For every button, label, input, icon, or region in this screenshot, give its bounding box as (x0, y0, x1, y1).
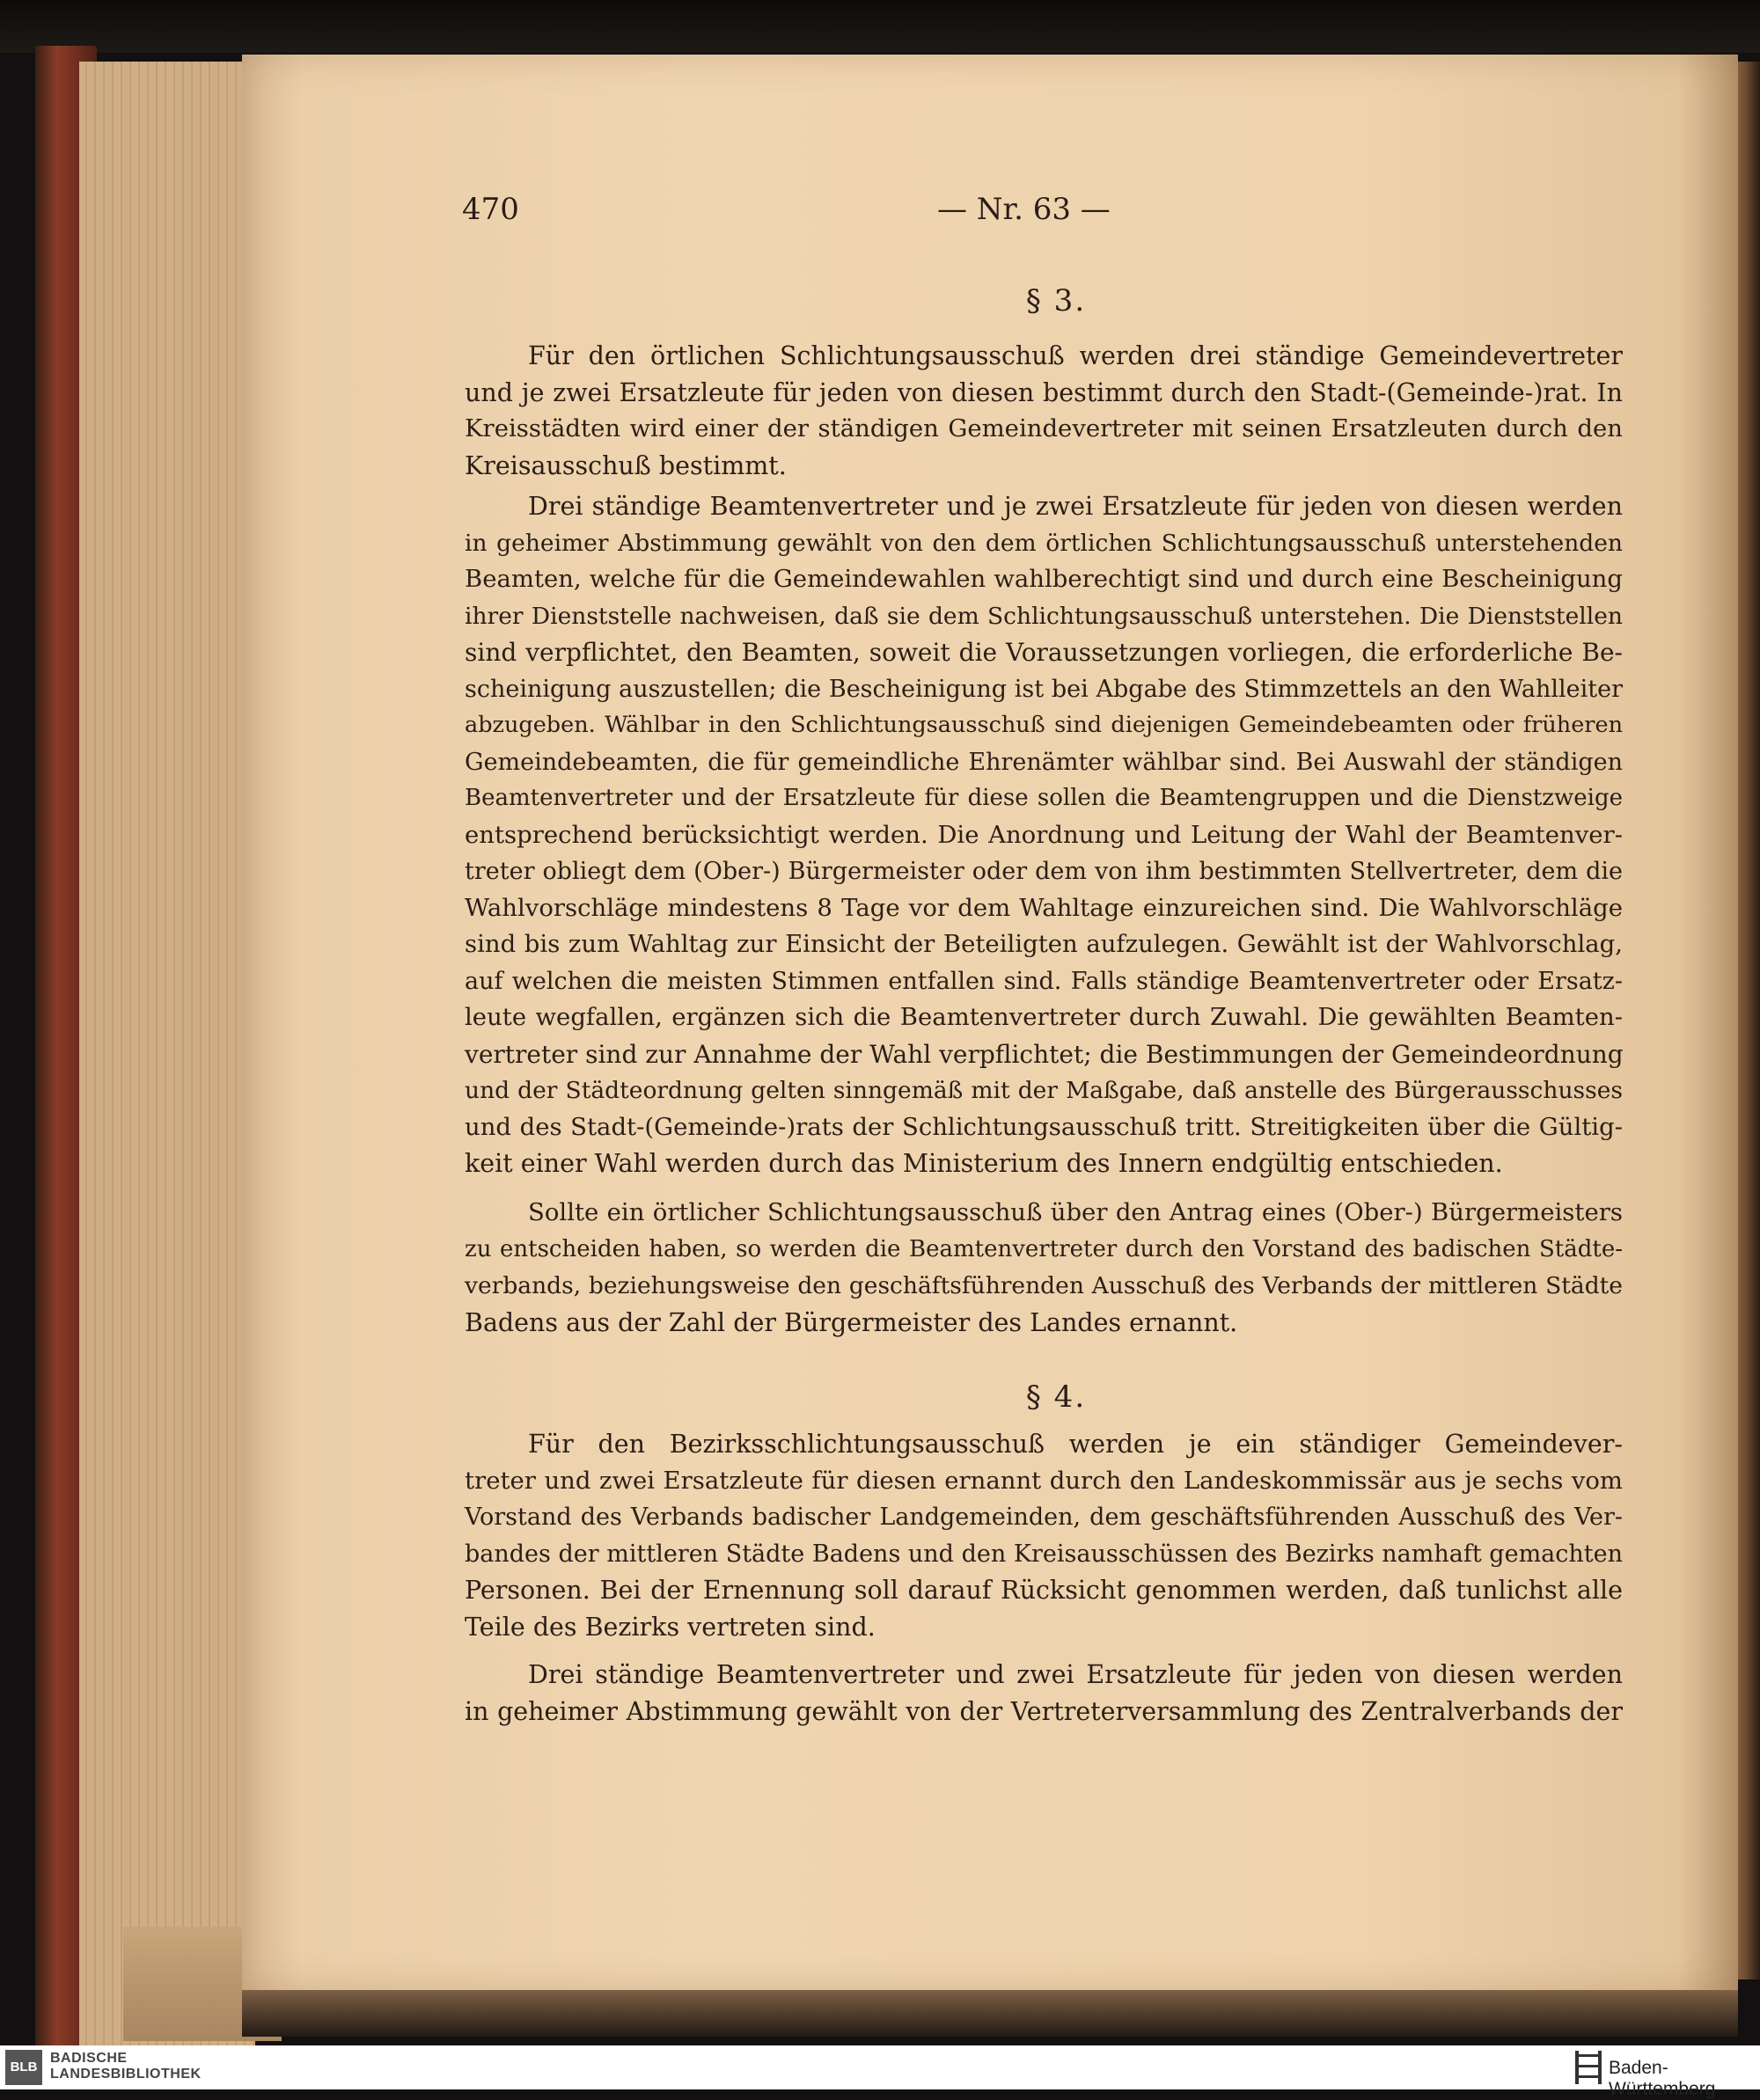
text-line: Wahlvorschläge mindestens 8 Tage vor dem Wahltage einzureichen sind. Die Wahlvorschläge (465, 893, 1623, 922)
library-name-line1: BADISCHE (50, 2051, 128, 2066)
text-line: Personen. Bei der Ernennung soll darauf Rücksicht genommen werden, daß tunlichst alle (465, 1576, 1623, 1605)
section-3-heading: § 3. (1025, 283, 1087, 318)
text-line: auf welchen die meisten Stimmen entfallen sind. Falls ständige Beamtenvertreter oder Ersatz- (465, 967, 1623, 995)
page-stack-edges (79, 62, 255, 2045)
text-line: ihrer Dienststelle nachweisen, daß sie dem Schlichtungsausschuß unterstehen. Die Dienststellen (465, 602, 1623, 630)
text-line: Kreisausschuß bestimmt. (465, 450, 787, 480)
section-4-paragraph-1 (465, 1426, 1623, 1645)
text-line: Für den örtlichen Schlichtungsausschuß werden drei ständige Gemeindevertreter (528, 341, 1623, 370)
text-line: scheinigung auszustellen; die Bescheinigung ist bei Abgabe des Stimmzettels an den Wahlleiter (465, 675, 1623, 703)
text-line: treter und zwei Ersatzleute für diesen ernannt durch den Landeskommissär aus je sechs vom (465, 1466, 1623, 1495)
text-line: Drei ständige Beamtenvertreter und je zwei Ersatzleute für jeden von diesen werden (528, 492, 1623, 521)
text-line: und je zwei Ersatzleute für jeden von diesen bestimmt durch den Stadt-(Gemeinde-)rat. In (465, 377, 1623, 407)
text-line: in geheimer Abstimmung gewählt von den dem örtlichen Schlichtungsausschuß unterstehenden (465, 529, 1623, 557)
baden-wuerttemberg-emblem-icon (1575, 2051, 1602, 2084)
text-line: abzugeben. Wählbar in den Schlichtungsausschuß sind diejenigen Gemeindebeamten oder früheren (465, 712, 1623, 738)
text-line: und des Stadt-(Gemeinde-)rats der Schlichtungsausschuß tritt. Streitigkeiten über die Gültig- (465, 1112, 1623, 1141)
text-line: Vorstand des Verbands badischer Landgemeinden, dem geschäftsführenden Ausschuß des Ver- (465, 1504, 1623, 1531)
text-line: leute wegfallen, ergänzen sich die Beamtenvertreter durch Zuwahl. Die gewählten Beamten- (465, 1003, 1623, 1031)
text-line: Kreisstädten wird einer der ständigen Gemeindevertreter mit seinen Ersatzleuten durch den (465, 414, 1623, 443)
section-3-paragraph-1 (465, 338, 1623, 484)
text-line: Drei ständige Beamtenvertreter und zwei Ersatzleute für jeden von diesen werden (528, 1660, 1623, 1689)
library-name-line2: LANDESBIBLIOTHEK (50, 2067, 202, 2082)
text-line: treter obliegt dem (Ober-) Bürgermeister oder dem von ihm bestimmten Stellvertreter, dem die (465, 858, 1623, 885)
text-line: verbands, beziehungsweise den geschäftsführenden Ausschuß des Verbands der mittleren Städte (465, 1272, 1623, 1299)
text-line: Teile des Bezirks vertreten sind. (465, 1612, 876, 1642)
text-line: in geheimer Abstimmung gewählt von der Vertreterversammlung des Zentralverbands der (465, 1696, 1623, 1726)
section-3-paragraph-2 (465, 488, 1623, 1182)
text-line: entsprechend berücksichtigt werden. Die Anordnung und Leitung der Wahl der Beamtenver- (465, 820, 1623, 849)
text-line: Beamten, welche für die Gemeindewahlen wahlberechtigt sind und durch eine Bescheinigung (465, 565, 1623, 593)
running-title: — Nr. 63 — (937, 192, 1111, 227)
text-line: vertreter sind zur Annahme der Wahl verpflichtet; die Bestimmungen der Gemeindeordnung (465, 1039, 1624, 1069)
text-line: bandes der mittleren Städte Badens und den Kreisausschüssen des Bezirks namhaft gemachten (465, 1540, 1623, 1568)
text-line: und der Städteordnung gelten sinngemäß mit der Maßgabe, daß anstelle des Bürgerausschusses (465, 1077, 1623, 1104)
section-3-paragraph-3 (465, 1195, 1623, 1341)
blb-logo[interactable]: BLB (5, 2050, 42, 2085)
text-line: Badens aus der Zahl der Bürgermeister des Landes ernannt. (465, 1307, 1238, 1337)
scan-background (0, 0, 1760, 53)
text-line: zu entscheiden haben, so werden die Beamtenvertreter durch den Vorstand des badischen Städte- (465, 1235, 1623, 1262)
text-line: Sollte ein örtlicher Schlichtungsausschuß über den Antrag eines (Ober-) Bürgermeisters (528, 1198, 1623, 1226)
text-line: Gemeindebeamten, die für gemeindliche Ehrenämter wählbar sind. Bei Auswahl der ständigen (465, 748, 1623, 776)
section-4-heading: § 4. (1025, 1379, 1087, 1415)
text-line: Beamtenvertreter und der Ersatzleute für diese sollen die Beamtengruppen und die Dienstzweige (465, 785, 1623, 811)
text-line: sind bis zum Wahltag zur Einsicht der Beteiligten aufzulegen. Gewählt ist der Wahlvorschlag, (465, 930, 1623, 958)
text-line: keit einer Wahl werden durch das Ministerium des Innern endgültig entschieden. (465, 1149, 1503, 1178)
text-line: Für den Bezirksschlichtungsausschuß werden je ein ständiger Gemeindever- (528, 1430, 1623, 1459)
partner-name[interactable]: Baden-Württemberg (1609, 2058, 1716, 2099)
section-4-paragraph-2 (465, 1657, 1623, 1730)
footer-bar (0, 2045, 1760, 2099)
text-line: sind verpflichtet, den Beamten, soweit die Voraussetzungen vorliegen, die erforderliche Be- (465, 638, 1623, 667)
page-number: 470 (462, 192, 519, 227)
page-bottom-shadow (242, 1984, 1738, 2037)
